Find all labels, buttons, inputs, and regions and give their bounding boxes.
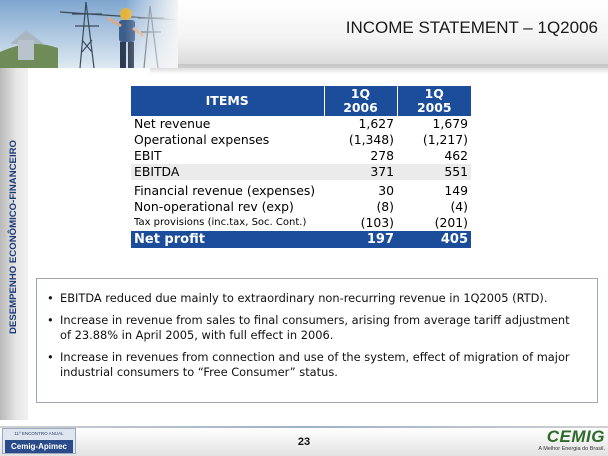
value-1q2005: 149 xyxy=(444,183,468,198)
header-1q2006 xyxy=(324,86,397,116)
bullet-icon: • xyxy=(47,313,54,327)
value-1q2005: 462 xyxy=(444,148,468,163)
value-1q2006: 278 xyxy=(370,148,394,163)
brand-name: CEMIG xyxy=(546,427,605,446)
row-label: Tax provisions (inc.tax, Soc. Cont.) xyxy=(134,217,307,228)
list-item xyxy=(47,291,583,306)
table-row xyxy=(131,215,471,231)
bullet-text: EBITDA reduced due mainly to extraordinary non-recurring revenue in 1Q2005 (RTD). xyxy=(60,291,548,305)
value-1q2006: 1,627 xyxy=(358,116,394,131)
table-row xyxy=(131,148,471,164)
value-1q2006: (1,348) xyxy=(348,132,394,147)
table-row-highlight xyxy=(131,164,471,180)
table-row xyxy=(131,132,471,148)
table-row xyxy=(131,116,471,132)
row-label: Net revenue xyxy=(134,116,211,131)
value-1q2005: 551 xyxy=(397,164,471,180)
list-item xyxy=(47,313,583,343)
list-item xyxy=(47,350,583,380)
header-shadow xyxy=(150,64,608,74)
table-row xyxy=(131,180,471,199)
event-name: Cemig-Apimec xyxy=(5,440,73,453)
value-1q2006: (8) xyxy=(376,199,394,214)
value-1q2006: 30 xyxy=(378,183,394,198)
commentary-box xyxy=(36,278,598,403)
row-label: Non-operational rev (exp) xyxy=(134,199,294,214)
bullet-icon: • xyxy=(47,350,54,364)
total-1q2005: 405 xyxy=(397,231,471,248)
header-1q2006-quarter: 1Q xyxy=(350,86,371,101)
total-1q2006: 197 xyxy=(324,231,397,248)
brand-tagline: A Melhor Energia do Brasil. xyxy=(538,446,605,452)
section-label: DESEMPENHO ECONÔMICO-FINANCEIRO xyxy=(8,139,19,334)
bullet-text: Increase in revenues from connection and use of the system, effect of migration of major industrial consumers to “Free Consumer” status. xyxy=(60,350,570,379)
table-row xyxy=(131,199,471,215)
table-total-row xyxy=(131,231,471,248)
table-header-row xyxy=(131,86,471,116)
value-1q2005: 1,679 xyxy=(432,116,468,131)
bullet-text: Increase in revenue from sales to final consumers, arising from average tariff adjustment of 23.88% in April 2005, with full effect in 2006. xyxy=(60,313,570,342)
commentary-list xyxy=(37,279,597,380)
header-photo xyxy=(0,0,178,68)
items-header: ITEMS xyxy=(131,86,324,116)
income-statement-table xyxy=(131,86,471,248)
value-1q2006: (103) xyxy=(360,215,394,230)
header-1q2006-year: 2006 xyxy=(343,100,378,115)
page-number: 23 xyxy=(297,436,311,448)
event-logo xyxy=(2,428,76,454)
bullet-icon: • xyxy=(47,291,54,305)
slide-title: INCOME STATEMENT – 1Q2006 xyxy=(345,18,598,37)
row-label: EBITDA xyxy=(131,164,324,180)
row-label: Financial revenue (expenses) xyxy=(134,183,316,198)
total-label: Net profit xyxy=(131,231,324,248)
value-1q2006: 371 xyxy=(324,164,397,180)
event-subtitle: 11º ENCONTRO ANUAL xyxy=(14,431,64,436)
value-1q2005: (4) xyxy=(450,199,468,214)
row-label: Operational expenses xyxy=(134,132,270,147)
row-label: EBIT xyxy=(134,148,162,163)
header-1q2005 xyxy=(397,86,471,116)
header-1q2005-quarter: 1Q xyxy=(424,86,444,101)
brand-logo xyxy=(533,428,605,454)
value-1q2005: (1,217) xyxy=(422,132,468,147)
value-1q2005: (201) xyxy=(434,215,468,230)
header-1q2005-year: 2005 xyxy=(417,100,452,115)
